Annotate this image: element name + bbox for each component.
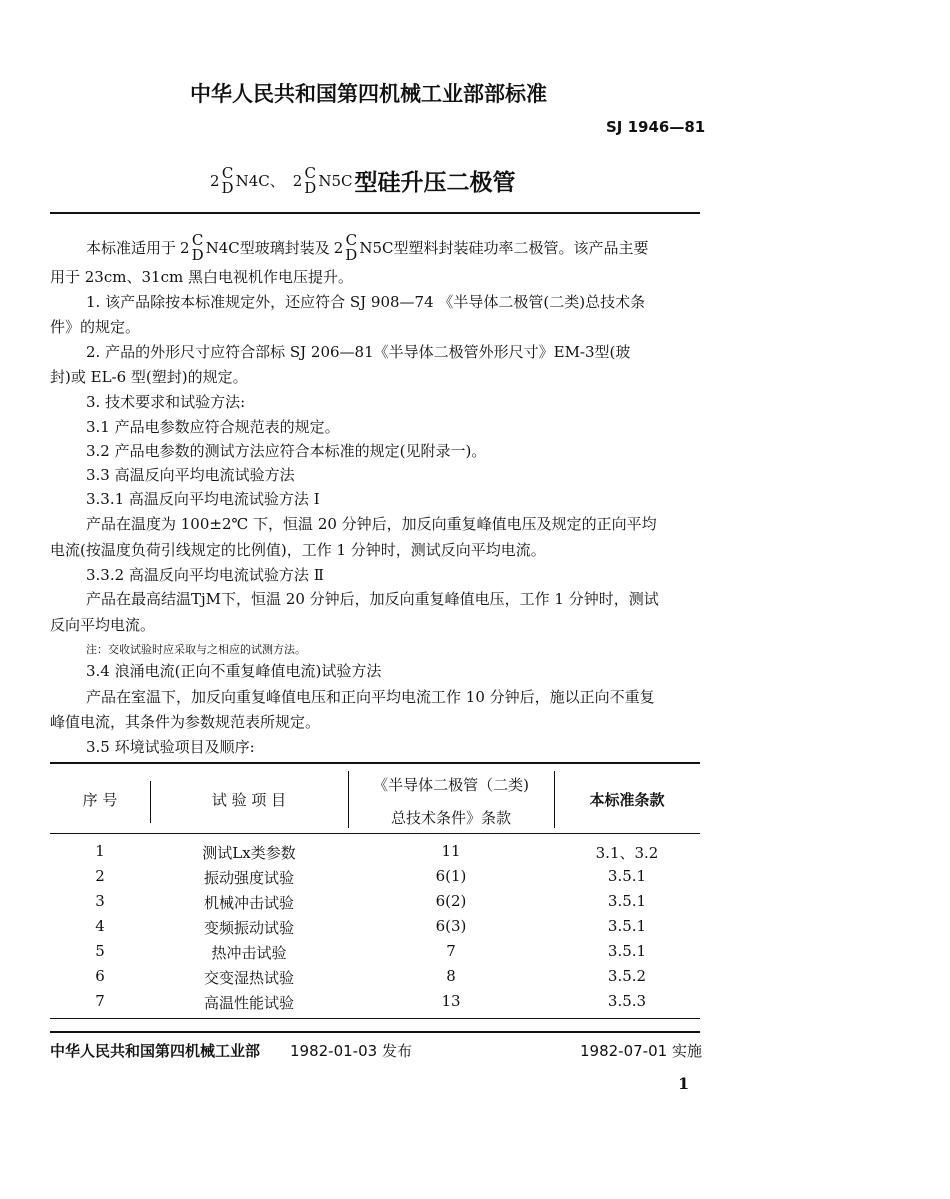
cell-clause: 3.5.1 bbox=[607, 892, 647, 910]
cell-seq: 6 bbox=[95, 967, 105, 985]
cell-ref: 6(3) bbox=[435, 917, 467, 935]
cell-item: 机械冲击试验 bbox=[203, 894, 294, 912]
section-3-4-line-2: 峰值电流，其条件为参数规范表所规定。 bbox=[50, 713, 321, 731]
cell-seq: 7 bbox=[95, 992, 105, 1010]
header-ref-line-1: 《半导体二极管（二类) bbox=[373, 776, 529, 794]
title-prefix-2: 2 bbox=[292, 171, 303, 190]
footer-effective-date: 1982-07-01 实施 bbox=[580, 1042, 702, 1060]
page-number: 1 bbox=[678, 1074, 690, 1093]
title-prefix: 2 bbox=[210, 171, 220, 190]
title-cd-fraction-2: C D bbox=[304, 163, 317, 197]
section-3-2: 3.2 产品电参数的测试方法应符合本标准的规定(见附录一)。 bbox=[86, 442, 487, 460]
cell-clause: 3.5.1 bbox=[607, 942, 647, 960]
cell-ref: 8 bbox=[446, 967, 456, 985]
section-3-5: 3.5 环境试验项目及顺序: bbox=[86, 738, 255, 756]
standard-number: SJ 1946—81 bbox=[606, 118, 706, 136]
cell-ref: 6(1) bbox=[435, 867, 467, 885]
section-3-3-2-line-1: 产品在最高结温TjM下，恒温 20 分钟后，加反向重复峰值电压，工作 1 分钟时，测试 bbox=[86, 590, 659, 608]
header-item: 试 验 项 目 bbox=[211, 791, 287, 809]
section-1-line-1: 1. 该产品除按本标准规定外，还应符合 SJ 908—74 《半导体二极管(二类)总技术条 bbox=[86, 293, 646, 311]
footer-issuer: 中华人民共和国第四机械工业部 bbox=[50, 1042, 261, 1060]
cell-item: 变频振动试验 bbox=[203, 919, 294, 937]
section-3-3-1: 3.3.1 高温反向平均电流试验方法 I bbox=[86, 490, 320, 508]
title-part-1: N4C、 bbox=[235, 172, 285, 190]
table-top-rule bbox=[50, 762, 700, 764]
cell-ref: 6(2) bbox=[435, 892, 467, 910]
table-header-rule bbox=[50, 833, 700, 834]
section-3-3-1-line-1: 产品在温度为 100±2℃ 下，恒温 20 分钟后，加反向重复峰值电压及规定的正向平均 bbox=[86, 515, 657, 533]
section-3-3-2: 3.3.2 高温反向平均电流试验方法 Ⅱ bbox=[86, 566, 324, 584]
cell-seq: 3 bbox=[95, 892, 105, 910]
header-seq: 序 号 bbox=[82, 791, 118, 809]
cell-clause: 3.1、3.2 bbox=[595, 844, 659, 862]
cell-clause: 3.5.1 bbox=[607, 917, 647, 935]
title-part-2: N5C bbox=[318, 171, 353, 190]
header-clause: 本标准条款 bbox=[589, 791, 665, 809]
cell-item: 热冲击试验 bbox=[211, 944, 287, 962]
intro-line-1: 本标准适用于 2 C D N4C型玻璃封装及 2 C D N5C型塑料封装硅功率二极管。该产品主要 bbox=[86, 231, 649, 264]
cell-item: 振动强度试验 bbox=[203, 869, 294, 887]
cell-ref: 13 bbox=[441, 992, 461, 1010]
section-2-line-1: 2. 产品的外形尺寸应符合部标 SJ 206—81《半导体二极管外形尺寸》EM-3型(玻 bbox=[86, 343, 631, 361]
section-3-3-1-line-2: 电流(按温度负荷引线规定的比例值)，工作 1 分钟时，测试反向平均电流。 bbox=[50, 541, 546, 559]
section-1-line-2: 件》的规定。 bbox=[50, 318, 141, 336]
intro-cd-fraction-1: C D bbox=[191, 231, 204, 264]
header-ref-line-2: 总技术条件》条款 bbox=[390, 809, 511, 827]
section-2-line-2: 封)或 EL-6 型(塑封)的规定。 bbox=[50, 368, 248, 386]
section-3-1: 3.1 产品电参数应符合规范表的规定。 bbox=[86, 418, 340, 436]
document-title bbox=[210, 164, 515, 197]
cell-item: 交变湿热试验 bbox=[203, 969, 294, 987]
title-rule bbox=[50, 212, 700, 214]
title-cd-fraction-1: C D bbox=[221, 163, 234, 197]
footer-rule bbox=[50, 1031, 700, 1033]
section-3-3: 3.3 高温反向平均电流试验方法 bbox=[86, 466, 295, 484]
cell-seq: 4 bbox=[95, 917, 105, 935]
intro-cd-fraction-2: C D bbox=[345, 231, 358, 264]
issuing-authority: 中华人民共和国第四机械工业部部标准 bbox=[190, 82, 547, 106]
section-3-3-2-line-2: 反向平均电流。 bbox=[50, 616, 156, 634]
cell-ref: 7 bbox=[446, 942, 456, 960]
cell-clause: 3.5.1 bbox=[607, 867, 647, 885]
cell-ref: 11 bbox=[441, 842, 461, 860]
cell-seq: 5 bbox=[95, 942, 105, 960]
footer-issue-date: 1982-01-03 发布 bbox=[290, 1042, 412, 1060]
note: 注：交收试验时应采取与之相应的试测方法。 bbox=[86, 643, 306, 656]
cell-item: 测试Lx类参数 bbox=[202, 844, 296, 862]
cell-clause: 3.5.2 bbox=[607, 967, 647, 985]
section-3-4-line-1: 产品在室温下，加反向重复峰值电压和正向平均电流工作 10 分钟后，施以正向不重复 bbox=[86, 688, 655, 706]
intro-line-2: 用于 23cm、31cm 黑白电视机作电压提升。 bbox=[50, 268, 353, 286]
section-3-4: 3.4 浪涌电流(正向不重复峰值电流)试验方法 bbox=[86, 662, 382, 680]
table-bottom-rule bbox=[50, 1018, 700, 1019]
cell-seq: 1 bbox=[95, 842, 105, 860]
cell-item: 高温性能试验 bbox=[203, 994, 294, 1012]
title-main: 型硅升压二极管 bbox=[354, 170, 516, 196]
cell-clause: 3.5.3 bbox=[607, 992, 647, 1010]
cell-seq: 2 bbox=[95, 867, 105, 885]
section-3: 3. 技术要求和试验方法: bbox=[86, 393, 246, 411]
